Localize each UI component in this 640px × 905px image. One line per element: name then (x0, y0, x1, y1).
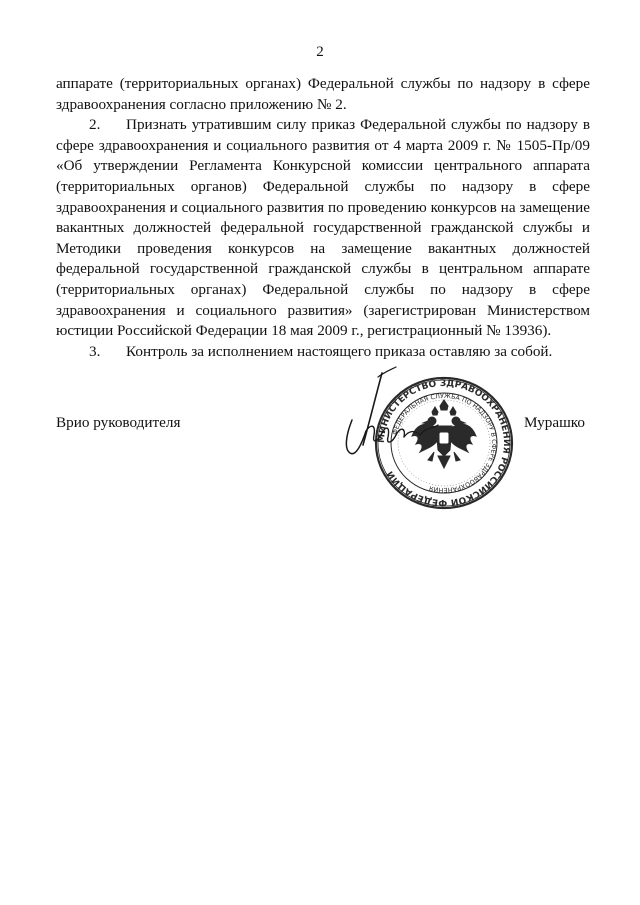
document-body (56, 74, 590, 362)
seal-inner-text: ФЕДЕРАЛЬНАЯ СЛУЖБА ПО НАДЗОРУ В СФЕРЕ ЗДРАВООХРАНЕНИЯ (390, 391, 499, 495)
item-number: 2. (89, 116, 101, 134)
paragraph-continuation: аппарате (территориальных органах) Федеральной службы по надзору в сфере здравоохранения согласно приложению № 2. (56, 75, 590, 113)
paragraph-item-3 (56, 342, 590, 363)
page-number: 2 (316, 44, 324, 60)
handwritten-signature (330, 365, 460, 470)
signer-title: Врио руководителя (56, 414, 181, 431)
item-text: Признать утратившим силу приказ Федеральной службы по надзору в сфере здравоохранения и социального развития от 4 марта 2009 г. № 1505-Пр/09 «Об утверждении Регламента Конкурсной комиссии центрального аппарата (территориальных органов) Федеральной службы по надзору в сфере здравоохранения и социального развития по проведению конкурсов на замещение вакантных должностей федеральной государственной гражданской службы и Методики проведения конкурсов на замещение вакантных должностей федеральной государственной гражданской службы в центральном аппарате (территориальных органах) Федеральной службы по надзору в сфере здравоохранения и социального развития» (зарегистрирован Министерством юстиции Российской Федерации 18 мая 2009 г., регистрационный № 13936). (56, 116, 590, 340)
item-text: Контроль за исполнением настоящего приказа оставляю за собой. (126, 342, 553, 360)
item-number: 3. (89, 342, 101, 360)
seal-outer-text: МИНИСТЕРСТВО ЗДРАВООХРАНЕНИЯ РОССИЙСКОЙ ФЕДЕРАЦИИ (376, 378, 512, 508)
paragraph-item-2 (56, 115, 590, 342)
signer-name: Мурашко (524, 414, 585, 431)
